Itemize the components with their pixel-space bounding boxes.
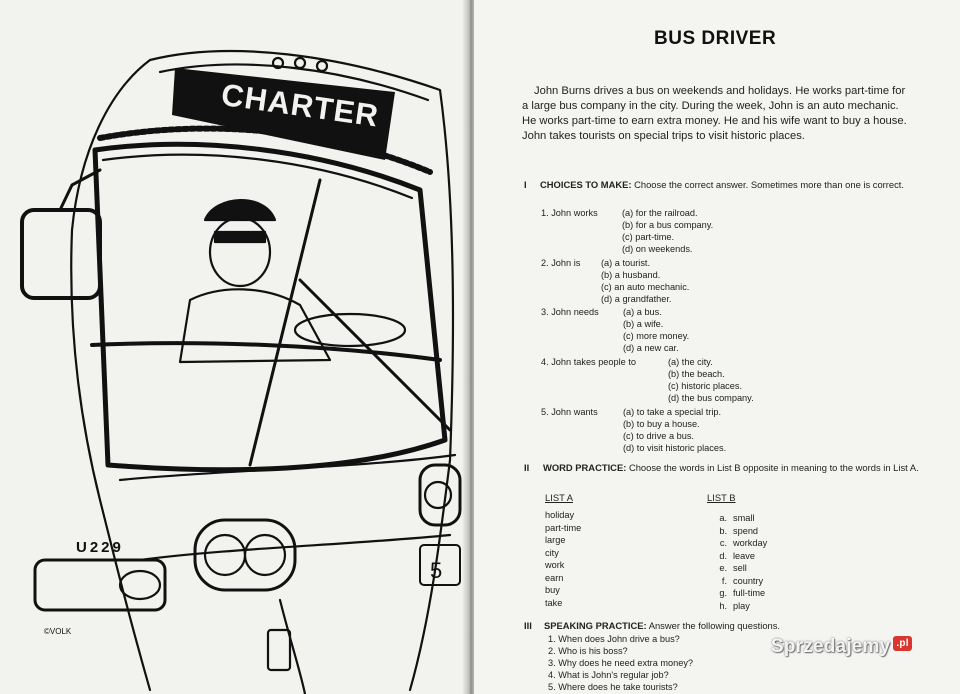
list-b-item — [708, 551, 755, 561]
list-b-item — [708, 538, 767, 548]
list-a-item: holiday — [545, 510, 575, 520]
route-number: 5 — [430, 558, 443, 583]
question-3-option-c: (c) more money. — [623, 331, 690, 341]
bus-number: U229 — [76, 539, 124, 556]
section-3-number: III — [524, 620, 532, 631]
question-2-option-a: (a) a tourist. — [601, 258, 651, 268]
list-b-letter: f. — [721, 576, 727, 586]
list-a-item: buy — [545, 585, 560, 595]
question-3-option-d: (d) a new car. — [623, 343, 679, 353]
list-b-letter: g. — [719, 588, 727, 598]
question-3-option-b: (b) a wife. — [623, 319, 664, 329]
question-3-stem: 3. John needs — [541, 307, 599, 317]
section-1-heading — [524, 179, 930, 191]
section-1-instruction: Choose the correct answer. Sometimes more than one is correct. — [634, 179, 905, 190]
question-5-option-c: (c) to drive a bus. — [623, 431, 694, 441]
list-b-letter: b. — [719, 526, 727, 536]
question-4-option-c: (c) historic places. — [668, 381, 743, 391]
question-1-option-c: (c) part-time. — [622, 232, 675, 242]
list-b-word: sell — [733, 563, 747, 573]
question-1-option-b: (b) for a bus company. — [622, 220, 714, 230]
question-5-option-d: (d) to visit historic places. — [623, 443, 727, 453]
watermark-text: Sprzedajemy — [771, 636, 891, 657]
list-a-item: large — [545, 535, 566, 545]
list-b-letter: a. — [719, 513, 727, 523]
question-4-option-d: (d) the bus company. — [668, 393, 754, 403]
question-2-stem: 2. John is — [541, 258, 581, 268]
question-2-option-b: (b) a husband. — [601, 270, 661, 280]
list-b-title: LIST B — [707, 492, 736, 503]
list-b-item — [708, 601, 750, 611]
list-b-letter: d. — [719, 551, 727, 561]
list-b-word: full-time — [733, 588, 766, 598]
list-a-title: LIST A — [545, 492, 573, 503]
section-1-title: CHOICES TO MAKE: — [540, 179, 632, 190]
list-b-item — [708, 576, 763, 586]
list-a-item: part-time — [545, 523, 582, 533]
section-3-heading — [524, 620, 934, 632]
question-4-stem: 4. John takes people to — [541, 357, 637, 367]
list-b-word: play — [733, 601, 750, 611]
section-2-heading — [524, 462, 933, 474]
question-5-option-a: (a) to take a special trip. — [623, 407, 722, 417]
section-2-title: WORD PRACTICE: — [543, 462, 627, 473]
section-1-number: I — [524, 179, 527, 190]
question-1-option-d: (d) on weekends. — [622, 244, 693, 254]
speaking-question: 3. Why does he need extra money? — [548, 658, 694, 668]
list-b-word: small — [733, 513, 755, 523]
question-1-option-a: (a) for the railroad. — [622, 208, 698, 218]
page-title: BUS DRIVER — [654, 28, 777, 49]
list-b-letter: h. — [719, 601, 727, 611]
copyright-mark: ©VOLK — [44, 627, 72, 636]
question-3-option-a: (a) a bus. — [623, 307, 662, 317]
list-b-item — [708, 588, 765, 598]
question-2-option-d: (d) a grandfather. — [601, 294, 672, 304]
bus-illustration — [0, 0, 468, 694]
section-3-instruction: Answer the following questions. — [648, 620, 781, 631]
list-b-letter: e. — [719, 563, 727, 573]
list-b-letter: c. — [719, 538, 727, 548]
list-b-word: country — [733, 576, 764, 586]
list-a-item: earn — [545, 573, 564, 583]
speaking-question: 2. Who is his boss? — [548, 646, 628, 656]
list-a-item: city — [545, 548, 559, 558]
section-2-instruction: Choose the words in List B opposite in meaning to the words in List A. — [628, 462, 919, 473]
question-5-stem: 5. John wants — [541, 407, 598, 417]
list-a-item: take — [545, 598, 563, 608]
section-3-title: SPEAKING PRACTICE: — [544, 620, 647, 631]
watermark-badge: .pl — [893, 636, 911, 651]
question-5-option-b: (b) to buy a house. — [623, 419, 700, 429]
intro-paragraph: John Burns drives a bus on weekends and holidays. He works part-time for a large bus company in the city. During the week, John is an auto mechanic. He works part-time to earn extra money. He and his wife want to buy a house. John takes tourists on special trips to visit historic places. — [522, 85, 907, 142]
list-b-word: leave — [733, 551, 755, 561]
charter-sign-text: CHARTER — [219, 76, 382, 134]
question-2-option-c: (c) an auto mechanic. — [601, 282, 690, 292]
speaking-question: 4. What is John's regular job? — [548, 670, 669, 680]
list-b-item — [708, 526, 758, 536]
question-1-stem: 1. John works — [541, 208, 598, 218]
question-4-option-b: (b) the beach. — [668, 369, 725, 379]
question-4-option-a: (a) the city. — [668, 357, 713, 367]
list-b-word: workday — [733, 538, 768, 548]
list-a-item: work — [545, 560, 565, 570]
site-watermark — [771, 636, 912, 658]
list-b-item — [708, 563, 747, 573]
speaking-question: 1. When does John drive a bus? — [548, 634, 680, 644]
section-2-number: II — [524, 462, 530, 473]
speaking-question: 5. Where does he take tourists? — [548, 682, 678, 692]
list-b-item — [708, 513, 754, 523]
list-b-word: spend — [733, 526, 759, 536]
left-page — [0, 0, 468, 694]
